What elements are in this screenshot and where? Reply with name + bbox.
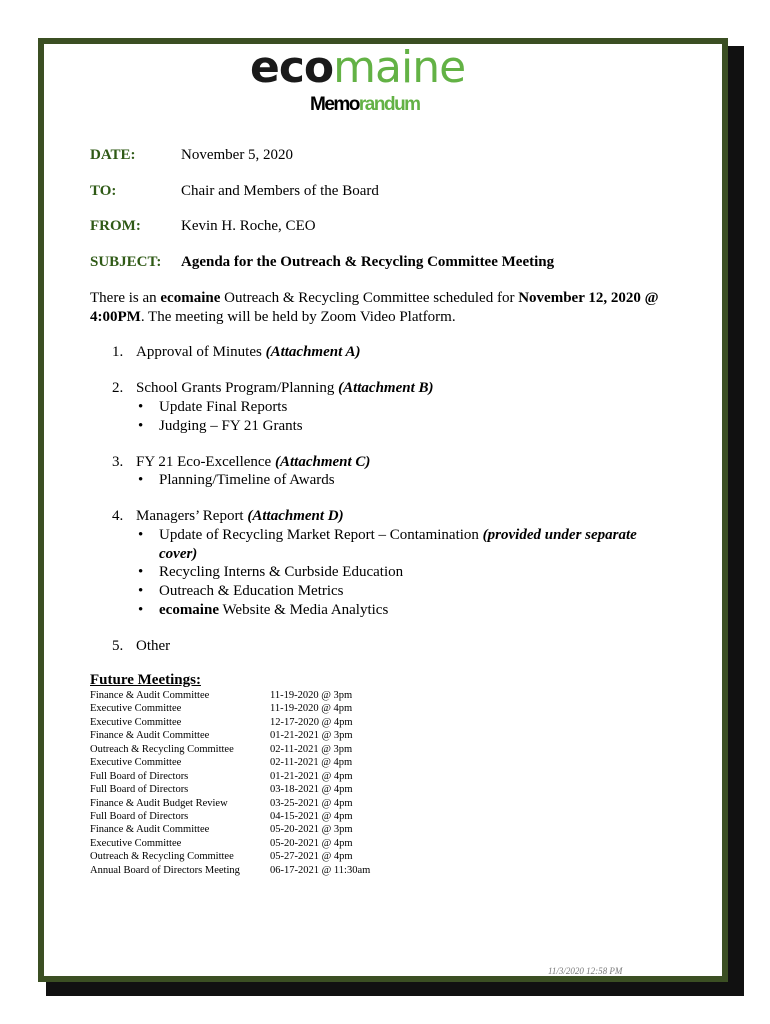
meeting-date: 01-21-2021 @ 3pm (270, 730, 353, 742)
agenda-item-attachment: (Attachment B) (338, 380, 434, 396)
bullet-note: (provided under separate cover) (159, 527, 637, 562)
subject-label: SUBJECT: (90, 254, 162, 270)
meeting-date: 04-15-2021 @ 4pm (270, 810, 353, 822)
bullet-item (138, 471, 658, 490)
meeting-row (90, 864, 370, 877)
bullet-item (138, 563, 658, 582)
meeting-name: Outreach & Recycling Committee (90, 743, 234, 755)
intro-text-2: Outreach & Recycling Committee scheduled for (220, 290, 519, 306)
meeting-name: Finance & Audit Committee (90, 730, 210, 742)
agenda-item-attachment: (Attachment D) (247, 508, 344, 524)
meeting-row (90, 729, 370, 742)
agenda-item-text: School Grants Program/Planning (136, 380, 339, 396)
bullet-text: Recycling Interns & Curbside Education (159, 564, 404, 580)
bullet-icon: • (138, 564, 144, 580)
meeting-date: 11-19-2020 @ 3pm (270, 690, 353, 701)
agenda-item-4 (112, 507, 344, 526)
meeting-name: Full Board of Directors (90, 810, 189, 822)
bullet-item (138, 398, 658, 417)
bullet-brand: ecomaine (159, 602, 219, 618)
bullet-item (138, 582, 658, 601)
memorandum-title (310, 94, 420, 116)
meeting-date: 01-21-2021 @ 4pm (270, 770, 353, 782)
meeting-row (90, 689, 370, 702)
to-label: TO: (90, 183, 117, 199)
bullet-text: Planning/Timeline of Awards (159, 472, 335, 488)
meeting-name: Executive Committee (90, 837, 182, 849)
from-value: Kevin H. Roche, CEO (181, 218, 316, 234)
meeting-date: 05-20-2021 @ 3pm (270, 824, 353, 836)
meeting-row (90, 783, 370, 796)
agenda-item-2 (112, 379, 434, 398)
bullet-text: Update of Recycling Market Report – Contamination (159, 527, 483, 543)
bullet-text: Update Final Reports (159, 399, 288, 415)
meeting-row (90, 702, 370, 715)
meeting-name: Executive Committee (90, 757, 182, 769)
bullet-icon: • (138, 418, 144, 434)
agenda-item-number: 5. (112, 638, 124, 654)
meeting-row (90, 756, 370, 769)
bullet-text: Judging – FY 21 Grants (159, 418, 303, 434)
date-label: DATE: (90, 147, 136, 163)
bullet-icon: • (138, 472, 144, 488)
bullet-item (138, 417, 658, 436)
meeting-date: 05-27-2021 @ 4pm (270, 851, 353, 863)
meeting-name: Finance & Audit Budget Review (90, 797, 228, 809)
bullet-text: Website & Media Analytics (218, 602, 389, 618)
bullet-text: Outreach & Education Metrics (159, 583, 344, 599)
meeting-row (90, 770, 370, 783)
logo-maine-text: maine (333, 42, 466, 93)
agenda-item-1 (112, 343, 360, 362)
bullet-icon: • (138, 602, 144, 618)
date-value: November 5, 2020 (181, 147, 294, 163)
agenda-item-attachment: (Attachment A) (265, 344, 361, 360)
meeting-row (90, 837, 370, 850)
meeting-name: Outreach & Recycling Committee (90, 851, 234, 863)
meeting-row (90, 823, 370, 836)
agenda-item-text: Approval of Minutes (136, 344, 266, 360)
meeting-row (90, 716, 370, 729)
memorandum-title-part2: randum (358, 94, 420, 115)
meeting-date: 12-17-2020 @ 4pm (270, 716, 353, 728)
meeting-date: 05-20-2021 @ 4pm (270, 837, 353, 849)
meeting-date: 03-18-2021 @ 4pm (270, 784, 353, 796)
meeting-name: Finance & Audit Committee (90, 824, 210, 836)
meeting-row (90, 810, 370, 823)
agenda-item-3 (112, 453, 370, 472)
agenda-item-text: Managers’ Report (136, 508, 248, 524)
meeting-name: Executive Committee (90, 716, 182, 728)
meeting-row (90, 797, 370, 810)
agenda-item-number: 4. (112, 508, 124, 524)
meeting-row (90, 743, 370, 756)
meeting-name: Full Board of Directors (90, 770, 189, 782)
meeting-date: 03-25-2021 @ 4pm (270, 797, 353, 809)
logo-eco-text: eco (250, 42, 334, 93)
intro-text-3: . The meeting will be held by Zoom Video Platform. (140, 309, 456, 325)
agenda-item-number: 1. (112, 344, 124, 360)
intro-brand: ecomaine (160, 290, 221, 306)
bullet-icon: • (138, 583, 144, 599)
intro-meeting-date: November 12, 2020 @ 4:00PM (90, 290, 659, 325)
future-meetings-list (90, 689, 370, 877)
from-label: FROM: (90, 218, 141, 234)
agenda-item-5 (112, 637, 170, 656)
memorandum-title-part1: Memo (310, 94, 359, 115)
meeting-name: Finance & Audit Committee (90, 690, 210, 701)
future-meetings-title: Future Meetings: (90, 672, 201, 688)
meeting-name: Annual Board of Directors Meeting (90, 864, 240, 876)
agenda-item-text: FY 21 Eco-Excellence (136, 454, 275, 470)
meeting-name: Full Board of Directors (90, 784, 189, 796)
agenda-item-number: 3. (112, 454, 124, 470)
meeting-date: 02-11-2021 @ 3pm (270, 743, 353, 755)
ecomaine-logo (250, 42, 466, 93)
meeting-name: Executive Committee (90, 703, 182, 715)
intro-paragraph (90, 289, 680, 327)
subject-value: Agenda for the Outreach & Recycling Committee Meeting (181, 254, 555, 270)
agenda-item-text: Other (136, 638, 171, 654)
agenda-item-number: 2. (112, 380, 124, 396)
bullet-icon: • (138, 399, 144, 415)
bullet-item (138, 526, 653, 564)
bullet-icon: • (138, 527, 144, 543)
to-value: Chair and Members of the Board (181, 183, 379, 199)
agenda-item-attachment: (Attachment C) (274, 454, 371, 470)
meeting-row (90, 850, 370, 863)
meeting-date: 06-17-2021 @ 11:30am (270, 864, 371, 876)
footer-timestamp: 11/3/2020 12:58 PM (548, 966, 623, 976)
bullet-item (138, 601, 658, 620)
meeting-date: 02-11-2021 @ 4pm (270, 757, 353, 769)
meeting-date: 11-19-2020 @ 4pm (270, 703, 353, 715)
intro-text-1: There is an (90, 290, 161, 306)
